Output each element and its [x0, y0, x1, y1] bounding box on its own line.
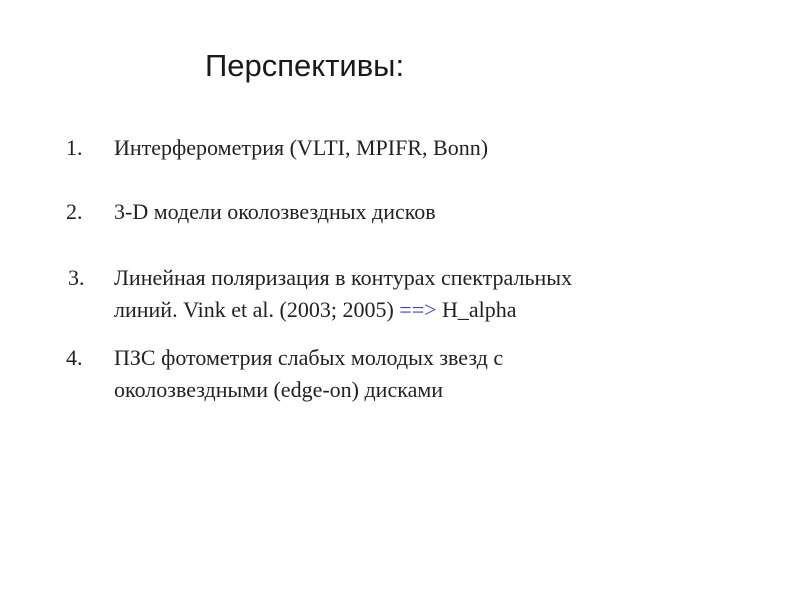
- list-item-line: [114, 294, 714, 326]
- list-item-text: [114, 342, 714, 406]
- list-item-text: [114, 132, 714, 164]
- list-item-text: [114, 262, 714, 326]
- list-item-number: 1.: [66, 135, 83, 160]
- slide-title: Перспективы:: [205, 48, 405, 83]
- list-item-line: околозвездными (edge-on) дисками: [114, 377, 444, 402]
- list-item-number: 3.: [68, 265, 85, 290]
- list-item-line: Линейная поляризация в контурах спектральных: [114, 265, 573, 290]
- list-item-line: Интерферометрия (VLTI, MPIFR, Bonn): [114, 135, 489, 160]
- list-item-line: ПЗС фотометрия слабых молодых звезд с: [114, 345, 504, 370]
- h-alpha-text: H_alpha: [436, 297, 517, 322]
- arrow-icon: ==>: [399, 297, 437, 322]
- list-item-line: 3-D модели околозвездных дисков: [114, 199, 436, 224]
- list-item-number: 2.: [66, 199, 83, 224]
- list-item-text: [114, 196, 714, 228]
- citation-text: линий. Vink et al. (2003; 2005): [114, 297, 400, 322]
- list-item-number: 4.: [66, 345, 83, 370]
